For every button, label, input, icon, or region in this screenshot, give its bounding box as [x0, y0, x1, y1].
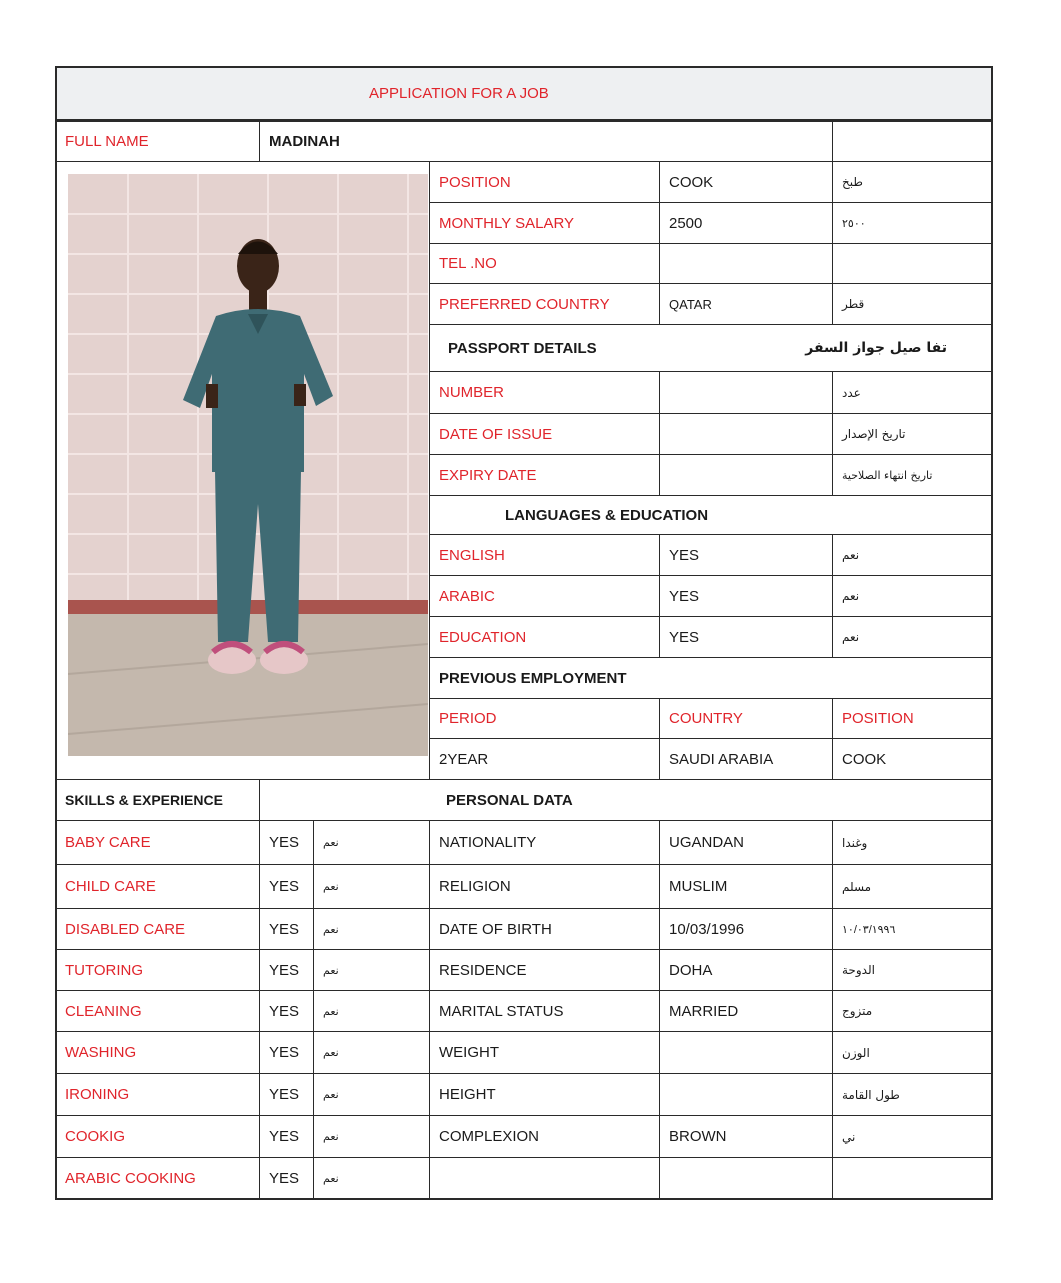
- skill-label: DISABLED CARE: [55, 908, 260, 950]
- skill-value: YES: [259, 1031, 314, 1074]
- expiry-date-arabic: تاريخ انتهاء الصلاحية: [832, 454, 993, 496]
- personal-label: COMPLEXION: [429, 1115, 660, 1158]
- salary-label: MONTHLY SALARY: [429, 202, 660, 244]
- form-header: [55, 66, 993, 121]
- personal-value: BROWN: [659, 1115, 833, 1158]
- full-name-label: FULL NAME: [55, 121, 260, 162]
- passport-number-arabic: عدد: [832, 371, 993, 414]
- education-label: EDUCATION: [429, 616, 660, 658]
- tel-label: TEL .NO: [429, 243, 660, 284]
- country-header: COUNTRY: [659, 698, 833, 739]
- skill-value: YES: [259, 1115, 314, 1158]
- skill-value: YES: [259, 1073, 314, 1116]
- personal-value: 10/03/1996: [659, 908, 833, 950]
- personal-arabic: ني: [832, 1115, 993, 1158]
- job-application-form: [55, 66, 993, 1200]
- preferred-country-value: QATAR: [659, 283, 833, 325]
- period-header: PERIOD: [429, 698, 660, 739]
- personal-value: DOHA: [659, 949, 833, 991]
- position-value: COOK: [659, 161, 833, 203]
- languages-heading: LANGUAGES & EDUCATION: [429, 495, 993, 535]
- salary-value: 2500: [659, 202, 833, 244]
- personal-arabic: وغندا: [832, 820, 993, 865]
- skill-arabic: نعم: [313, 1115, 430, 1158]
- skill-arabic: نعم: [313, 908, 430, 950]
- personal-value: [659, 1031, 833, 1074]
- skill-label: COOKIG: [55, 1115, 260, 1158]
- applicant-photo: [68, 174, 428, 756]
- skill-value: YES: [259, 908, 314, 950]
- issue-date-value: [659, 413, 833, 455]
- skill-label: BABY CARE: [55, 820, 260, 865]
- full-name-value: MADINAH: [259, 121, 833, 162]
- salary-arabic: ٢٥٠٠: [832, 202, 993, 244]
- personal-value: MARRIED: [659, 990, 833, 1032]
- skill-arabic: نعم: [313, 990, 430, 1032]
- photo-svg: [68, 174, 428, 756]
- emp-position-header: POSITION: [832, 698, 993, 739]
- preferred-country-arabic: قطر: [832, 283, 993, 325]
- education-value: YES: [659, 616, 833, 658]
- personal-label: [429, 1157, 660, 1200]
- personal-arabic: [832, 1157, 993, 1200]
- country-value: SAUDI ARABIA: [659, 738, 833, 780]
- personal-label: HEIGHT: [429, 1073, 660, 1116]
- passport-heading-row: [429, 324, 993, 372]
- personal-arabic: طول القامة: [832, 1073, 993, 1116]
- skills-heading: SKILLS & EXPERIENCE: [55, 779, 260, 821]
- expiry-date-label: EXPIRY DATE: [429, 454, 660, 496]
- expiry-date-value: [659, 454, 833, 496]
- emp-position-value: COOK: [832, 738, 993, 780]
- arabic-value: YES: [659, 575, 833, 617]
- full-name-extra: [832, 121, 993, 162]
- personal-label: MARITAL STATUS: [429, 990, 660, 1032]
- issue-date-label: DATE OF ISSUE: [429, 413, 660, 455]
- personal-arabic: متزوج: [832, 990, 993, 1032]
- personal-label: DATE OF BIRTH: [429, 908, 660, 950]
- skill-value: YES: [259, 1157, 314, 1200]
- english-arabic: نعم: [832, 534, 993, 576]
- skill-arabic: نعم: [313, 949, 430, 991]
- personal-arabic: الوزن: [832, 1031, 993, 1074]
- issue-date-arabic: تاريخ الإصدار: [832, 413, 993, 455]
- period-value: 2YEAR: [429, 738, 660, 780]
- arabic-label: ARABIC: [429, 575, 660, 617]
- skill-arabic: نعم: [313, 864, 430, 909]
- personal-value: UGANDAN: [659, 820, 833, 865]
- skill-label: WASHING: [55, 1031, 260, 1074]
- personal-data-heading: PERSONAL DATA: [259, 779, 993, 821]
- english-value: YES: [659, 534, 833, 576]
- personal-arabic: مسلم: [832, 864, 993, 909]
- personal-label: NATIONALITY: [429, 820, 660, 865]
- personal-label: RESIDENCE: [429, 949, 660, 991]
- english-label: ENGLISH: [429, 534, 660, 576]
- skill-arabic: نعم: [313, 1031, 430, 1074]
- skill-value: YES: [259, 864, 314, 909]
- position-label: POSITION: [429, 161, 660, 203]
- arabic-arabic: نعم: [832, 575, 993, 617]
- personal-value: [659, 1157, 833, 1200]
- skill-label: CLEANING: [55, 990, 260, 1032]
- skill-arabic: نعم: [313, 820, 430, 865]
- tel-arabic: [832, 243, 993, 284]
- skill-label: ARABIC COOKING: [55, 1157, 260, 1200]
- skill-value: YES: [259, 820, 314, 865]
- personal-value: [659, 1073, 833, 1116]
- passport-number-label: NUMBER: [429, 371, 660, 414]
- skill-label: CHILD CARE: [55, 864, 260, 909]
- form-title: APPLICATION FOR A JOB: [369, 85, 549, 102]
- personal-label: RELIGION: [429, 864, 660, 909]
- skill-label: TUTORING: [55, 949, 260, 991]
- skill-value: YES: [259, 990, 314, 1032]
- skill-arabic: نعم: [313, 1157, 430, 1200]
- preferred-country-label: PREFERRED COUNTRY: [429, 283, 660, 325]
- personal-value: MUSLIM: [659, 864, 833, 909]
- position-arabic: طبخ: [832, 161, 993, 203]
- skill-value: YES: [259, 949, 314, 991]
- education-arabic: نعم: [832, 616, 993, 658]
- personal-arabic: الدوحة: [832, 949, 993, 991]
- skill-arabic: نعم: [313, 1073, 430, 1116]
- personal-arabic: ١٠/٠٣/١٩٩٦: [832, 908, 993, 950]
- tel-value: [659, 243, 833, 284]
- previous-employment-heading: PREVIOUS EMPLOYMENT: [429, 657, 993, 699]
- passport-heading: PASSPORT DETAILS: [448, 339, 597, 357]
- passport-heading-arabic: تفا صيل جواز السفر: [805, 340, 947, 356]
- skill-label: IRONING: [55, 1073, 260, 1116]
- passport-number-value: [659, 371, 833, 414]
- personal-label: WEIGHT: [429, 1031, 660, 1074]
